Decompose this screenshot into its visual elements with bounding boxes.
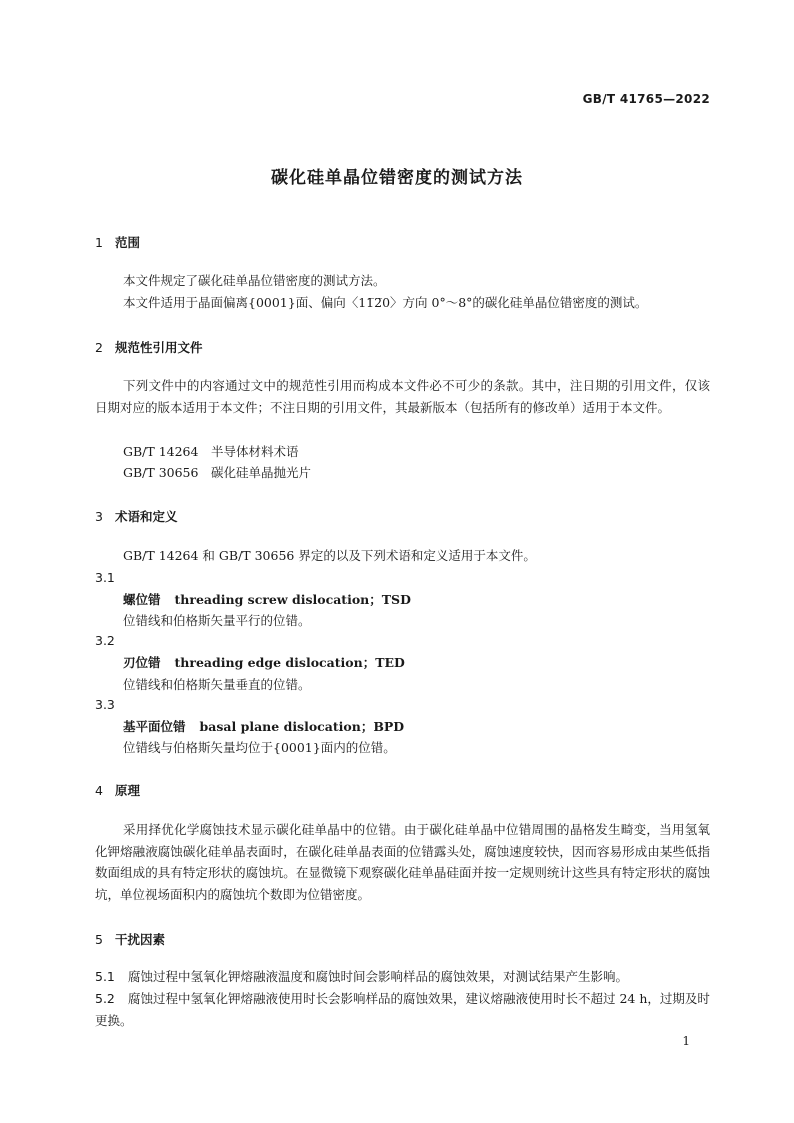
- section-number: 2: [95, 340, 103, 355]
- item-text: 腐蚀过程中氢氧化钾熔融液使用时长会影响样品的腐蚀效果，建议熔融液使用时长不超过 24 h，过期及时更换。: [95, 991, 710, 1028]
- term-number: 3.3: [95, 697, 115, 712]
- reference-item: [123, 463, 311, 481]
- section-3-heading: [95, 507, 178, 525]
- reference-name: 碳化硅单晶抛光片: [211, 465, 312, 480]
- term-english: basal plane dislocation；BPD: [199, 719, 405, 734]
- reference-code: GB/T 30656: [123, 465, 199, 480]
- section-title: 原理: [115, 783, 141, 798]
- section-title: 术语和定义: [115, 509, 178, 524]
- normative-references-paragraph: 下列文件中的内容通过文中的规范性引用而构成本文件必不可少的条款。其中，注日期的引用文件，仅该日期对应的版本适用于本文件；不注日期的引用文件，其最新版本（包括所有的修改单）适用于本文件。: [95, 378, 710, 415]
- term-definition: 位错线和伯格斯矢量垂直的位错。: [123, 677, 311, 692]
- item-number: 5.1: [95, 969, 115, 984]
- item-text: 腐蚀过程中氢氧化钾熔融液温度和腐蚀时间会影响样品的腐蚀效果，对测试结果产生影响。: [128, 969, 629, 984]
- section-number: 1: [95, 235, 103, 250]
- term-chinese: 刃位错: [123, 655, 161, 670]
- term-chinese: 基平面位错: [123, 719, 186, 734]
- standard-code: GB/T 41765—2022: [582, 92, 710, 106]
- terms-intro-paragraph: GB/T 14264 和 GB/T 30656 界定的以及下列术语和定义适用于本文件。: [123, 548, 536, 563]
- term-chinese: 螺位错: [123, 592, 161, 607]
- term-entry: [123, 717, 404, 735]
- term-english: threading edge dislocation；TED: [174, 655, 405, 670]
- term-definition: 位错线与伯格斯矢量均位于{0001}面内的位错。: [123, 740, 396, 755]
- reference-item: [123, 442, 299, 460]
- principle-paragraph: 采用择优化学腐蚀技术显示碳化硅单晶中的位错。由于碳化硅单晶中位错周围的晶格发生畸变，当用氢氧化钾熔融液腐蚀碳化硅单晶表面时，在碳化硅单晶表面的位错露头处，腐蚀速度较快，因而容易形成由某些低指数面组成的具有特定形状的腐蚀坑。在显微镜下观察碳化硅单晶硅面并按一定规则统计这些具有特定形状的腐蚀坑，单位视场面积内的腐蚀坑个数即为位错密度。: [95, 822, 710, 902]
- scope-paragraph-2: 本文件适用于晶面偏离{0001}面、偏向〈11̅2̅0〉方向 0°～8°的碳化硅单晶位错密度的测试。: [123, 295, 648, 310]
- interference-item: [95, 966, 710, 988]
- section-4-heading: [95, 781, 140, 799]
- section-2-heading: [95, 338, 203, 356]
- term-number: 3.2: [95, 633, 115, 648]
- section-number: 3: [95, 509, 103, 524]
- section-title: 范围: [115, 235, 141, 250]
- term-number: 3.1: [95, 570, 115, 585]
- section-1-heading: [95, 233, 140, 251]
- term-entry: [123, 653, 405, 671]
- item-number: 5.2: [95, 991, 115, 1006]
- section-5-heading: [95, 930, 165, 948]
- page-number: 1: [682, 1034, 690, 1048]
- reference-code: GB/T 14264: [123, 444, 199, 459]
- interference-item: [95, 988, 710, 1031]
- section-number: 5: [95, 932, 103, 947]
- section-title: 规范性引用文件: [115, 340, 203, 355]
- scope-paragraph-1: 本文件规定了碳化硅单晶位错密度的测试方法。: [123, 273, 386, 288]
- document-title: 碳化硅单晶位错密度的测试方法: [271, 168, 523, 188]
- term-english: threading screw dislocation；TSD: [174, 592, 411, 607]
- term-definition: 位错线和伯格斯矢量平行的位错。: [123, 613, 311, 628]
- reference-name: 半导体材料术语: [211, 444, 299, 459]
- section-number: 4: [95, 783, 103, 798]
- section-title: 干扰因素: [115, 932, 166, 947]
- term-entry: [123, 590, 411, 608]
